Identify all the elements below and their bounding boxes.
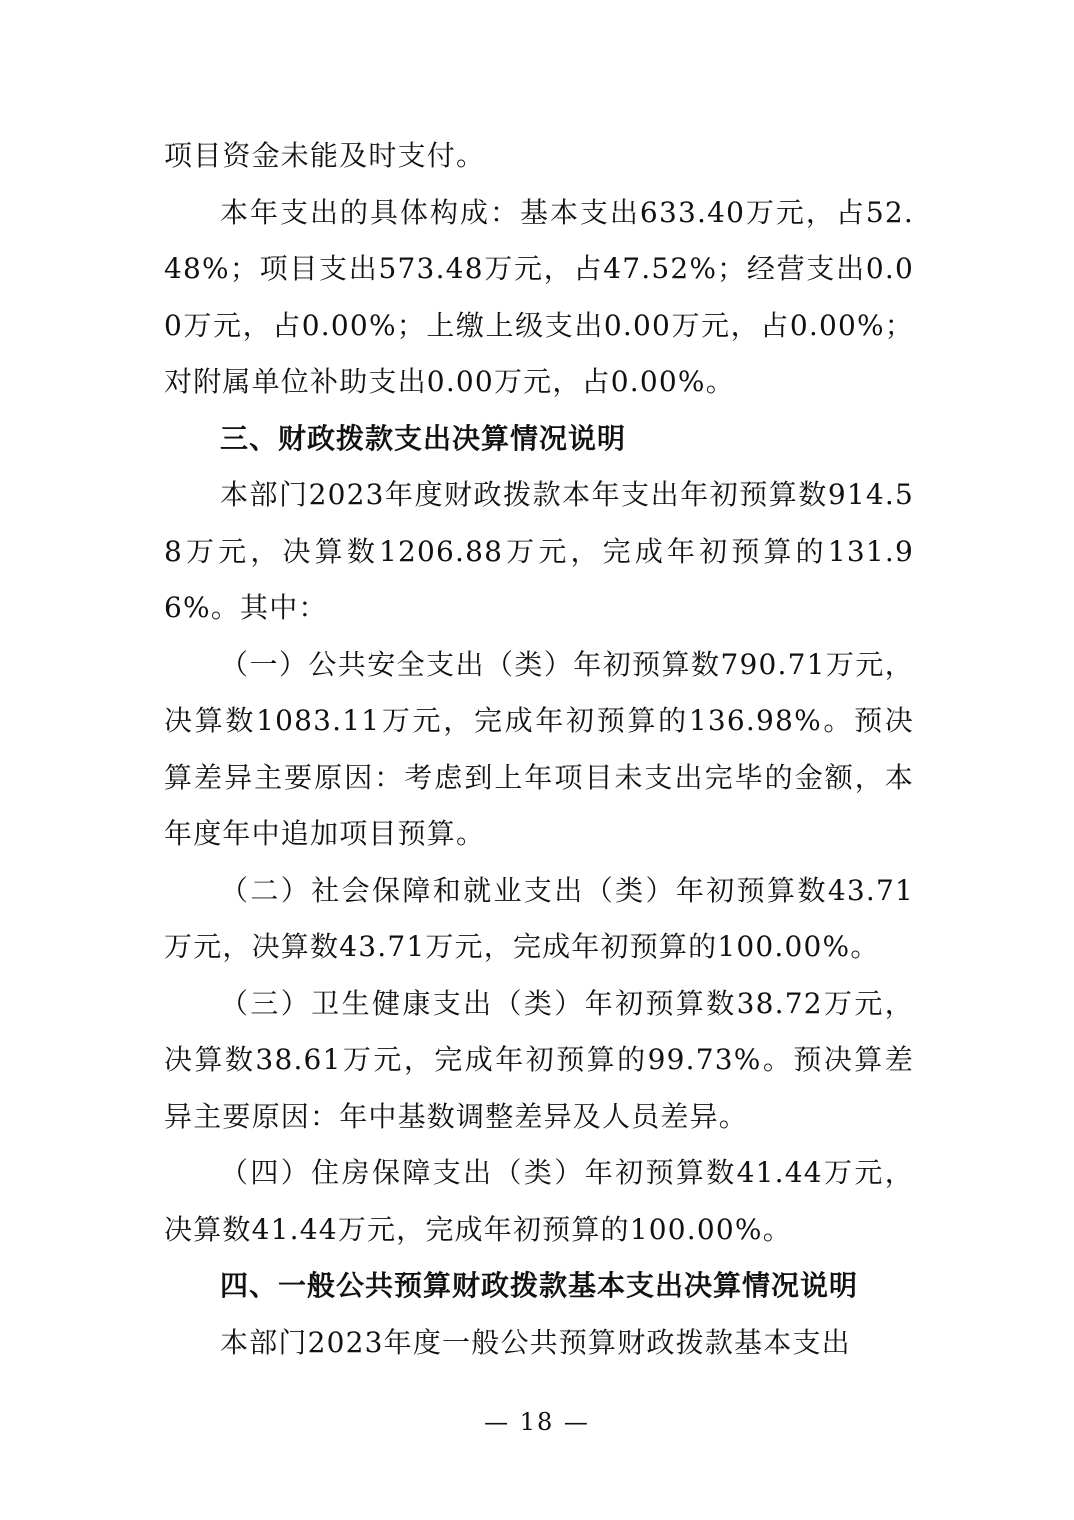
paragraph-public-security: （一）公共安全支出（类）年初预算数790.71万元，决算数1083.11万元，完成年初预算的136.98%。预决算差异主要原因：考虑到上年项目未支出完毕的金额，本年度年中追加项目预算。 xyxy=(164,647,914,850)
paragraph-fund-payment: 项目资金未能及时支付。 xyxy=(164,139,486,172)
document-body xyxy=(164,128,914,1371)
heading-section-4: 四、一般公共预算财政拨款基本支出决算情况说明 xyxy=(220,1269,859,1302)
paragraph-expenditure-composition: 本年支出的具体构成：基本支出633.40万元，占52.48%；项目支出573.48万元，占47.52%；经营支出0.00万元，占0.00%；上缴上级支出0.00万元，占0.00%；对附属单位补助支出0.00万元，占0.00%。 xyxy=(164,195,914,398)
paragraph-housing: （四）住房保障支出（类）年初预算数41.44万元，决算数41.44万元，完成年初预算的100.00%。 xyxy=(164,1156,914,1246)
page-number: — 18 — xyxy=(484,1408,590,1436)
paragraph-health: （三）卫生健康支出（类）年初预算数38.72万元，决算数38.61万元，完成年初预算的99.73%。预决算差异主要原因：年中基数调整差异及人员差异。 xyxy=(164,986,914,1133)
paragraph-fiscal-summary: 本部门2023年度财政拨款本年支出年初预算数914.58万元，决算数1206.88万元，完成年初预算的131.96%。其中： xyxy=(164,478,914,624)
paragraph-basic-expenditure: 本部门2023年度一般公共预算财政拨款基本支出 xyxy=(220,1325,851,1359)
paragraph-social-security: （二）社会保障和就业支出（类）年初预算数43.71万元，决算数43.71万元，完成年初预算的100.00%。 xyxy=(164,873,914,963)
heading-section-3: 三、财政拨款支出决算情况说明 xyxy=(220,421,627,455)
